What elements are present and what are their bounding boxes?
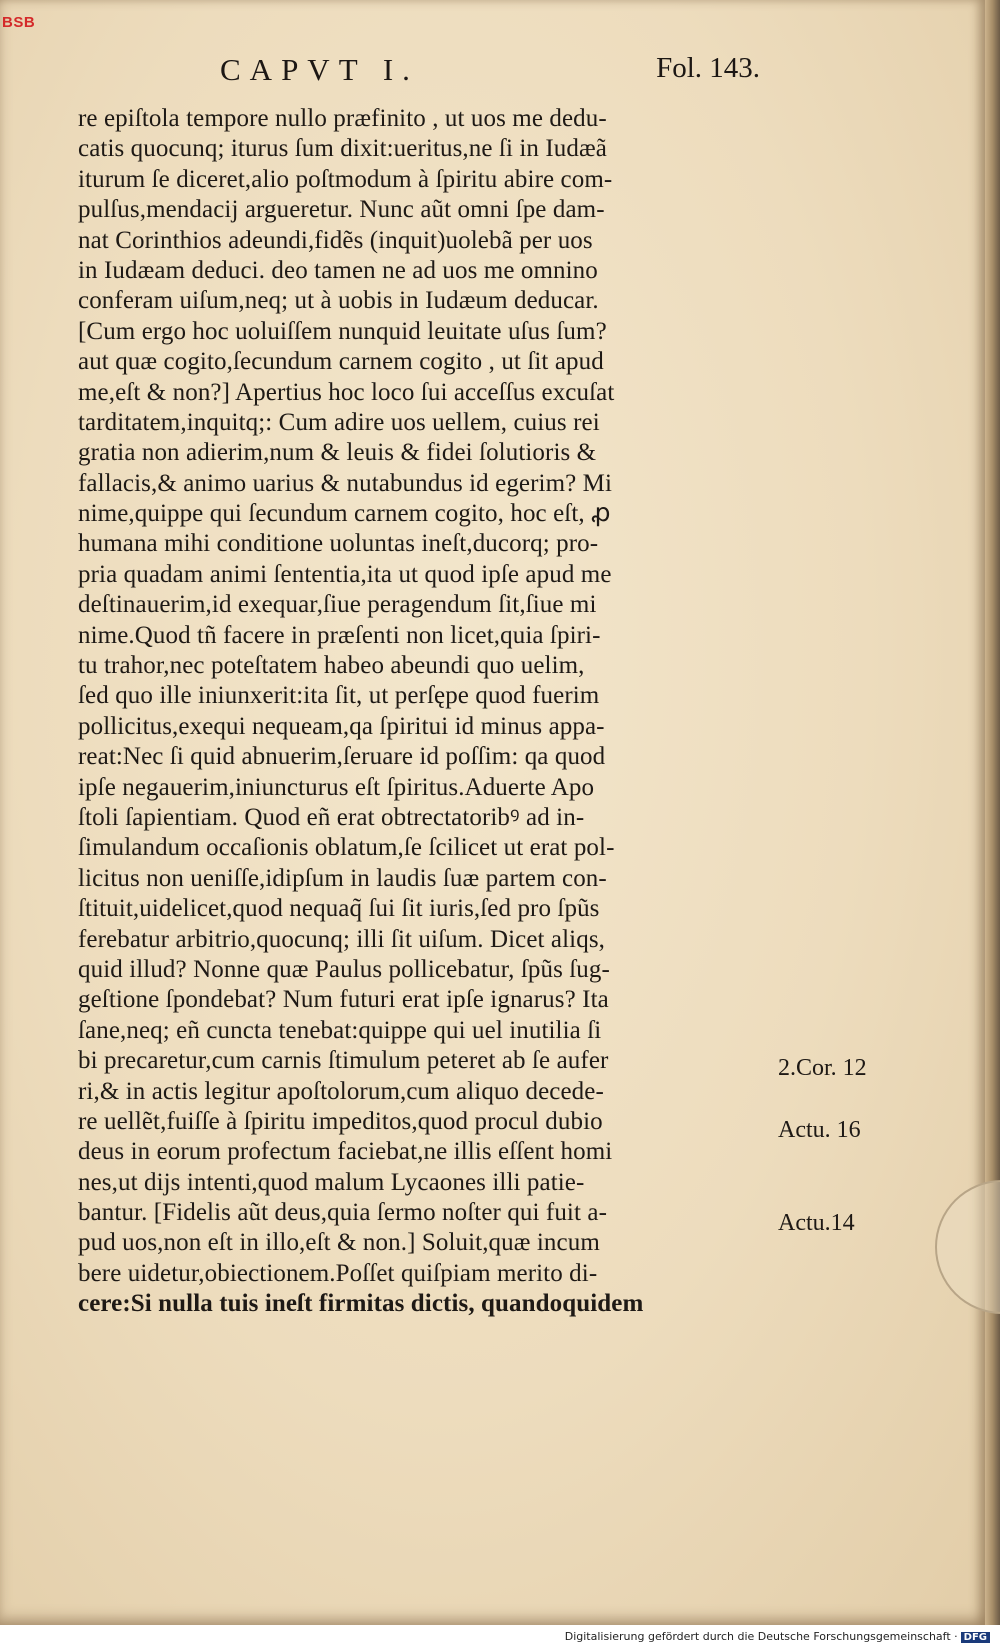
text-line: ſtituit,uidelicet,quod nequaq̃ ſui ſit iuris,ſed pro ſpũs: [78, 895, 600, 923]
text-line: pud uos,non eſt in illo,eſt & non.] Soluit,quæ incum: [78, 1229, 600, 1257]
footer-text: Digitalisierung gefördert durch die Deutsche Forschungsgemeinschaft ·: [564, 1630, 958, 1643]
text-line: nime.Quod tñ facere in præſenti non licet,quia ſpiri‑: [78, 621, 601, 649]
text-line: cere:Si nulla tuis ineſt firmitas dictis, quandoquidem: [78, 1290, 644, 1318]
chapter-heading: CAPVT I.: [220, 52, 419, 87]
text-line: ſtoli ſapientiam. Quod eñ erat obtrectatoribꝰ ad in‑: [78, 803, 585, 831]
text-line: geſtione ſpondebat? Num futuri erat ipſe ignarus? Ita: [78, 986, 609, 1014]
text-line: conferam uiſum,neq; ut à uobis in Iudæum deducar.: [78, 287, 599, 315]
text-line: tarditatem,inquitq;: Cum adire uos uellem, cuius rei: [78, 408, 600, 436]
text-line: ferebatur arbitrio,quocunq; illi ſit uiſum. Dicet aliqs,: [78, 925, 605, 953]
marginal-note: Actu. 16: [778, 1117, 861, 1143]
body-text: [78, 104, 773, 1320]
marginal-note: Actu.14: [778, 1210, 855, 1236]
text-line: licitus non ueniſſe,idipſum in laudis ſuæ partem con‑: [78, 864, 607, 892]
text-line: nime,quippe qui ſecundum carnem cogito, hoc eſt, ꝓ: [78, 500, 611, 528]
marginalia: [778, 0, 918, 1650]
text-line: [Cum ergo hoc uoluiſſem nunquid leuitate uſus ſum?: [78, 317, 607, 345]
marginal-note: 2.Cor. 12: [778, 1055, 867, 1081]
text-line: pulſus,mendacij argueretur. Nunc aũt omni ſpe dam‑: [78, 196, 605, 224]
text-line: aut quæ cogito,ſecundum carnem cogito , ut ſit apud: [78, 348, 604, 376]
text-line: quid illud? Nonne quæ Paulus pollicebatur, ſpũs ſug‑: [78, 955, 610, 983]
running-head: [220, 52, 760, 92]
text-line: ſed quo ille iniunxerit:ita ſit, ut perſępe quod fuerim: [78, 682, 600, 710]
text-line: catis quocunq; iturus ſum dixit:ueritus,ne ſi in Iudæã: [78, 135, 607, 163]
text-line: fallacis,& animo uarius & nutabundus id egerim? Mi: [78, 469, 613, 497]
text-line: nat Corinthios adeundi,fidẽs (inquit)uolebã per uos: [78, 226, 593, 254]
text-line: humana mihi conditione uoluntas ineſt,ducorq; pro‑: [78, 530, 599, 558]
page-edge: [985, 0, 1000, 1625]
text-line: re uellẽt,fuiſſe à ſpiritu impeditos,quod procul dubio: [78, 1107, 603, 1135]
text-line: pria quadam animi ſententia,ita ut quod ipſe apud me: [78, 560, 612, 588]
bsb-logo: BSB: [2, 14, 36, 31]
text-line: iturum ſe diceret,alio poſtmodum à ſpiritu abire com‑: [78, 165, 613, 193]
folio-number: Fol. 143.: [656, 52, 760, 84]
text-line: ipſe negauerim,iniuncturus eſt ſpiritus.Aduerte Apo: [78, 773, 595, 801]
text-line: pollicitus,exequi nequeam,qa ſpiritui id minus appa‑: [78, 712, 605, 740]
text-line: bantur. [Fidelis aũt deus,quia ſermo noſter qui fuit a‑: [78, 1199, 607, 1227]
text-line: in Iudæam deduci. deo tamen ne ad uos me omnino: [78, 256, 598, 284]
text-line: ſane,neq; eñ cuncta tenebat:quippe qui uel inutilia ſi: [78, 1016, 602, 1044]
text-line: bere uidetur,obiectionem.Poſſet quiſpiam merito di‑: [78, 1259, 598, 1287]
dfg-logo: DFG: [961, 1632, 990, 1643]
text-line: ri,& in actis legitur apoſtolorum,cum aliquo decede‑: [78, 1077, 604, 1105]
text-line: ſimulandum occaſionis oblatum,ſe ſcilicet ut erat pol‑: [78, 834, 615, 862]
text-line: deus in eorum profectum faciebat,ne illis eſſent homi: [78, 1138, 613, 1166]
text-line: nes,ut dijs intenti,quod malum Lycaones illi patie‑: [78, 1168, 585, 1196]
footer-credit: [565, 1630, 990, 1643]
text-line: me,eſt & non?] Apertius hoc loco ſui acceſſus excuſat: [78, 378, 615, 406]
text-line: reat:Nec ſi quid abnuerim,ſeruare id poſſim: qa quod: [78, 743, 606, 771]
text-line: re epiſtola tempore nullo præfinito , ut uos me dedu‑: [78, 105, 607, 132]
text-line: gratia non adierim,num & leuis & fidei ſolutioris &: [78, 439, 597, 467]
text-line: bi precaretur,cum carnis ſtimulum peteret ab ſe aufer: [78, 1047, 609, 1075]
text-line: deſtinauerim,id exequar,ſiue peragendum ſit,ſiue mi: [78, 591, 597, 619]
text-line: tu trahor,nec poteſtatem habeo abeundi quo uelim,: [78, 652, 585, 680]
